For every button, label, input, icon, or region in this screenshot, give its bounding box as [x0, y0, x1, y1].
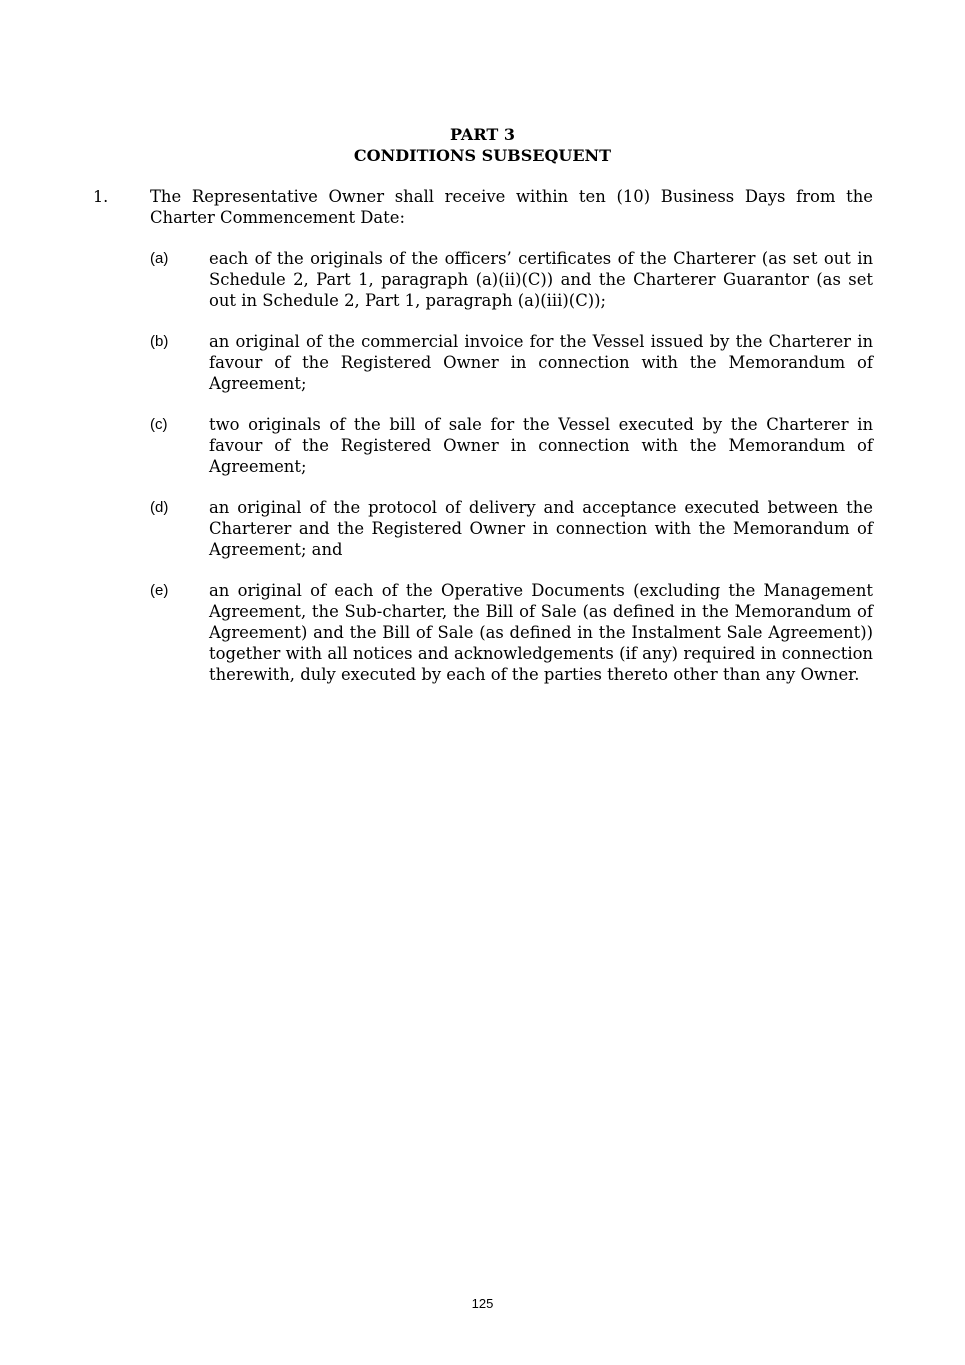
section-title: CONDITIONS SUBSEQUENT: [353, 146, 612, 165]
list-item-label: (c): [150, 416, 168, 433]
list-item-text: two originals of the bill of sale for the Vessel executed by the Charterer in favour of the Registered Owner in connection with the Memorandum of Agreement;: [209, 415, 873, 476]
list-item-label: (a): [150, 250, 169, 267]
list-item-text: an original of each of the Operative Documents (excluding the Management Agreement, the Sub-charter, the Bill of Sale (as defined in the Memorandum of Agreement) and the Bill of Sale (as defined in the Instalment Sale Agreement)) together with all notices and acknowledgements (if any) required in connection therewith, duly executed by each of the parties thereto other than any Owner.: [209, 581, 873, 684]
list-item-text: each of the originals of the officers’ certificates of the Charterer (as set out in Schedule 2, Part 1, paragraph (a)(ii)(C)) and the Charterer Guarantor (as set out in Schedule 2, Part 1, paragraph (a)(iii)(C));: [209, 249, 873, 310]
page-number: 125: [471, 1296, 494, 1311]
list-item-label: (b): [150, 333, 169, 350]
list-item-label: (e): [150, 582, 169, 599]
clause-text: The Representative Owner shall receive within ten (10) Business Days from the Charter Commencement Date:: [150, 187, 873, 227]
list-item-text: an original of the commercial invoice for the Vessel issued by the Charterer in favour of the Registered Owner in connection with the Memorandum of Agreement;: [209, 332, 873, 393]
list-item-label: (d): [150, 499, 169, 516]
part-heading: PART 3: [450, 125, 515, 144]
list-item-text: an original of the protocol of delivery and acceptance executed between the Charterer and the Registered Owner in connection with the Memorandum of Agreement; and: [209, 498, 873, 559]
clause-number: 1.: [93, 187, 109, 206]
